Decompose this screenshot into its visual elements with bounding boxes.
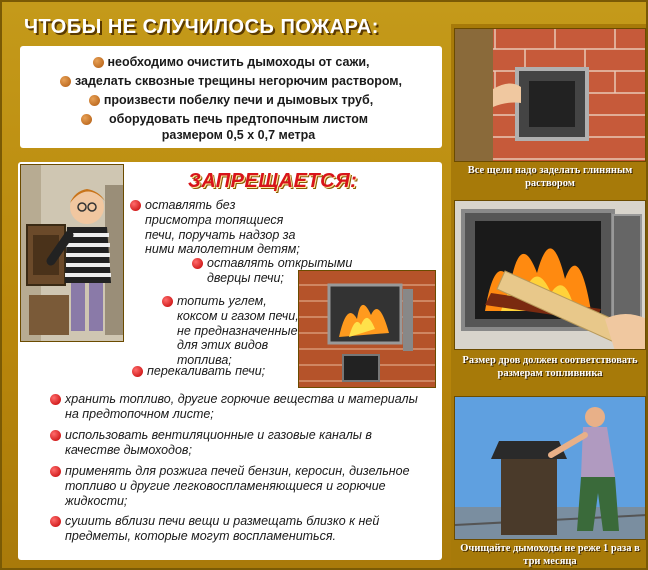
list-item: хранить топливо, другие горючие вещества и материалы на предтопочном листе; [50,392,435,422]
page-title: ЧТОБЫ НЕ СЛУЧИЛОСЬ ПОЖАРА: [24,15,379,38]
child-near-stove-image [20,164,124,342]
bullet-icon [130,200,141,211]
bullet-icon [132,366,143,377]
forbidden-title: ЗАПРЕЩАЕТСЯ: [188,170,358,192]
bullet-icon [89,95,100,106]
chimney-caption: Очищайте дымоходы не реже 1 раза в три месяца [460,543,640,568]
requirements-list [30,54,432,143]
list-item: заделать сквозные трещины негорючим раствором, [30,73,432,89]
bullet-icon [50,394,61,405]
list-item: топить углем, коксом и газом печи, не предназначенные для этих видов топлива; [162,294,302,368]
list-item: оставлять без присмотра топящиеся печи, поручать надзор за ними малолетним детям; [130,198,305,257]
firewood-in-firebox-image [454,200,646,350]
list-item: применять для розжига печей бензин, керосин, дизельное топливо и другие легковоспламеняющиеся и горючие жидкости; [50,464,435,508]
list-item: необходимо очистить дымоходы от сажи, [30,54,432,70]
bullet-icon [192,258,203,269]
chimney-cleaning-image [454,396,646,540]
requirements-box [20,46,442,148]
list-item: оборудовать печь предтопочным листом размером 0,5 х 0,7 метра [81,111,381,143]
cracks-caption: Все щели надо заделать глиняным раствором [467,165,633,190]
bullet-icon [50,516,61,527]
bullet-icon [162,296,173,307]
bullet-icon [50,430,61,441]
list-item: оставлять открытыми дверцы печи; [192,256,392,286]
list-item: использовать вентиляционные и газовые каналы в качестве дымоходов; [50,428,410,458]
stove-wall-cracks-image [454,28,646,162]
firewood-caption: Размер дров должен соответствовать размерам топливника [462,355,638,380]
list-item: перекаливать печи; [132,364,292,379]
bullet-icon [60,76,71,87]
list-item: сушить вблизи печи вещи и размещать близко к ней предметы, которые могут воспламениться. [50,514,438,544]
bullet-icon [93,57,104,68]
list-item: произвести побелку печи и дымовых труб, [30,92,432,108]
bullet-icon [50,466,61,477]
bullet-icon [81,114,92,125]
stove-open-door-image [298,270,436,388]
